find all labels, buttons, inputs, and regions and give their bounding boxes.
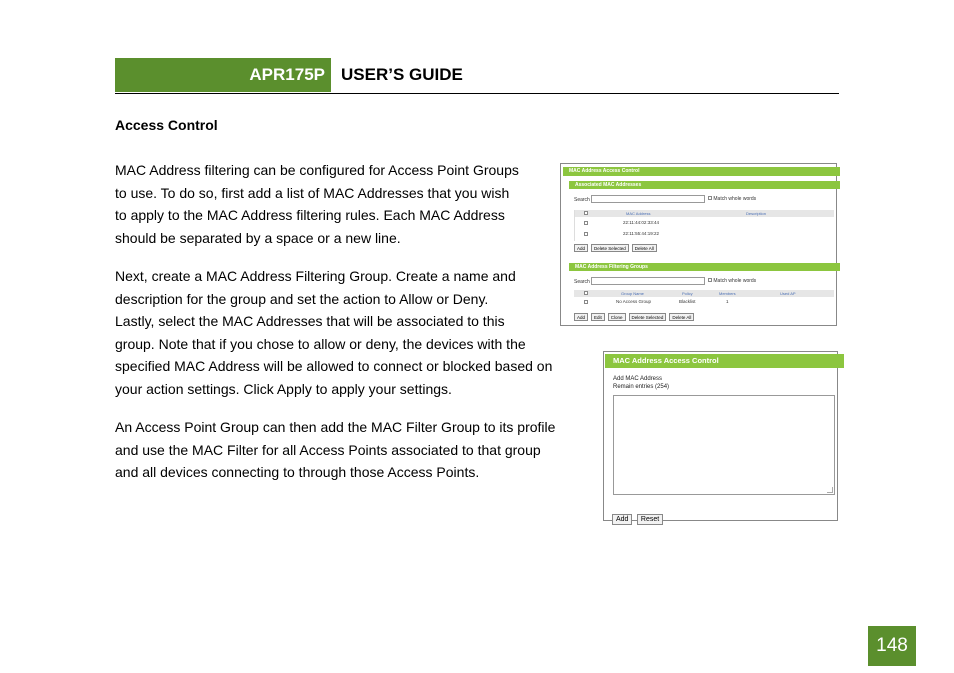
- text-line: to apply to the MAC Address filtering rules. Each MAC Address: [115, 207, 505, 224]
- delete-selected-group-button[interactable]: Delete Selected: [629, 313, 667, 321]
- text-line: your action settings. Click Apply to apply your settings.: [115, 380, 452, 397]
- group-name-column-header: Group Name: [621, 291, 644, 296]
- delete-selected-mac-button[interactable]: Delete Selected: [591, 244, 629, 252]
- mac-column-header: MAC Address: [626, 211, 651, 216]
- panel-title: MAC Address Access Control: [605, 354, 844, 368]
- page-number: 148: [868, 626, 916, 666]
- text-line: and all devices connecting to through those Access Points.: [115, 464, 480, 481]
- header-model-banner: [115, 58, 331, 92]
- text-line: Next, create a MAC Address Filtering Group. Create a name and: [115, 268, 516, 284]
- mac-address-cell: 22:11:55:44:19:22: [623, 231, 659, 236]
- table-row[interactable]: [574, 231, 834, 241]
- mac-button-row: [574, 244, 660, 252]
- add-mac-button[interactable]: Add: [574, 244, 588, 252]
- remain-entries-label: Remain entries (254): [613, 384, 670, 390]
- match-whole-words-label: Match whole words: [713, 196, 757, 202]
- policy-column-header: Policy: [682, 291, 693, 296]
- members-column-header: Members: [719, 291, 736, 296]
- used-ap-column-header: Used AP: [780, 291, 796, 296]
- group-table-header: [574, 290, 834, 297]
- delete-all-mac-button[interactable]: Delete All: [632, 244, 657, 252]
- clone-group-button[interactable]: Clone: [608, 313, 626, 321]
- text-line: Lastly, select the MAC Addresses that will be associated to this: [115, 313, 505, 330]
- text-line: to use. To do so, first add a list of MAC Addresses that you wish: [115, 184, 510, 201]
- resize-handle-icon[interactable]: [827, 487, 833, 493]
- mac-address-cell: 22:11:44:02:33:44: [623, 220, 659, 225]
- text-line: specified MAC Address will be allowed to connect or blocked based on: [115, 358, 553, 375]
- match-whole-words: [708, 196, 756, 202]
- text-line: description for the group and set the action to Allow or Deny.: [115, 290, 489, 307]
- group-match-label: Match whole words: [713, 278, 757, 284]
- add-button[interactable]: Add: [612, 514, 632, 525]
- delete-all-group-button[interactable]: Delete All: [669, 313, 694, 321]
- header-guide-title: USER’S GUIDE: [341, 65, 463, 84]
- header-model: APR175P: [249, 65, 325, 84]
- section-title: Access Control: [115, 117, 218, 133]
- edit-group-button[interactable]: Edit: [591, 313, 605, 321]
- row-checkbox[interactable]: [584, 300, 588, 304]
- table-border: [574, 210, 575, 241]
- match-whole-words-checkbox[interactable]: [708, 196, 712, 200]
- mac-search-input[interactable]: [591, 195, 705, 203]
- filter-groups-section-title: MAC Address Filtering Groups: [569, 263, 840, 271]
- row-checkbox[interactable]: [584, 221, 588, 225]
- group-match-whole-words: [708, 278, 756, 284]
- group-name-cell: No Access Group: [616, 299, 652, 304]
- paragraph-2: [115, 265, 552, 401]
- shot2-button-row: [612, 508, 663, 526]
- screenshot-mac-access-control-list: [560, 163, 837, 326]
- select-all-checkbox[interactable]: [584, 211, 588, 215]
- table-row[interactable]: [574, 220, 834, 230]
- description-column-header: Description: [746, 211, 767, 216]
- text-line: and use the MAC Filter for all Access Points associated to that group: [115, 441, 541, 458]
- members-cell: 1: [726, 299, 729, 304]
- group-search-input[interactable]: [591, 277, 705, 285]
- group-search-label: Search: [574, 279, 590, 285]
- text-line: group. Note that if you chose to allow or deny, the devices with the: [115, 335, 526, 352]
- group-match-checkbox[interactable]: [708, 278, 712, 282]
- paragraph-1: [115, 159, 519, 249]
- group-button-row: [574, 313, 697, 321]
- text-line: should be separated by a space or a new line.: [115, 229, 401, 246]
- policy-cell: Blacklist: [679, 299, 696, 304]
- reset-button[interactable]: Reset: [637, 514, 663, 525]
- header-divider: [115, 93, 839, 94]
- table-row[interactable]: [574, 299, 834, 308]
- group-select-all-checkbox[interactable]: [584, 291, 588, 295]
- search-label: Search: [574, 197, 590, 203]
- text-line: An Access Point Group can then add the MAC Filter Group to its profile: [115, 419, 556, 435]
- mac-table-header: [574, 210, 834, 217]
- row-checkbox[interactable]: [584, 232, 588, 236]
- panel-title: MAC Address Access Control: [563, 167, 840, 176]
- text-line: MAC Address filtering can be configured for Access Point Groups: [115, 162, 519, 178]
- add-group-button[interactable]: Add: [574, 313, 588, 321]
- mac-address-textarea[interactable]: [613, 395, 835, 495]
- paragraph-3: [115, 416, 555, 484]
- assoc-mac-section-title: Associated MAC Addresses: [569, 181, 840, 189]
- add-mac-label: Add MAC Address: [613, 376, 663, 382]
- screenshot-add-mac-address: [603, 351, 838, 521]
